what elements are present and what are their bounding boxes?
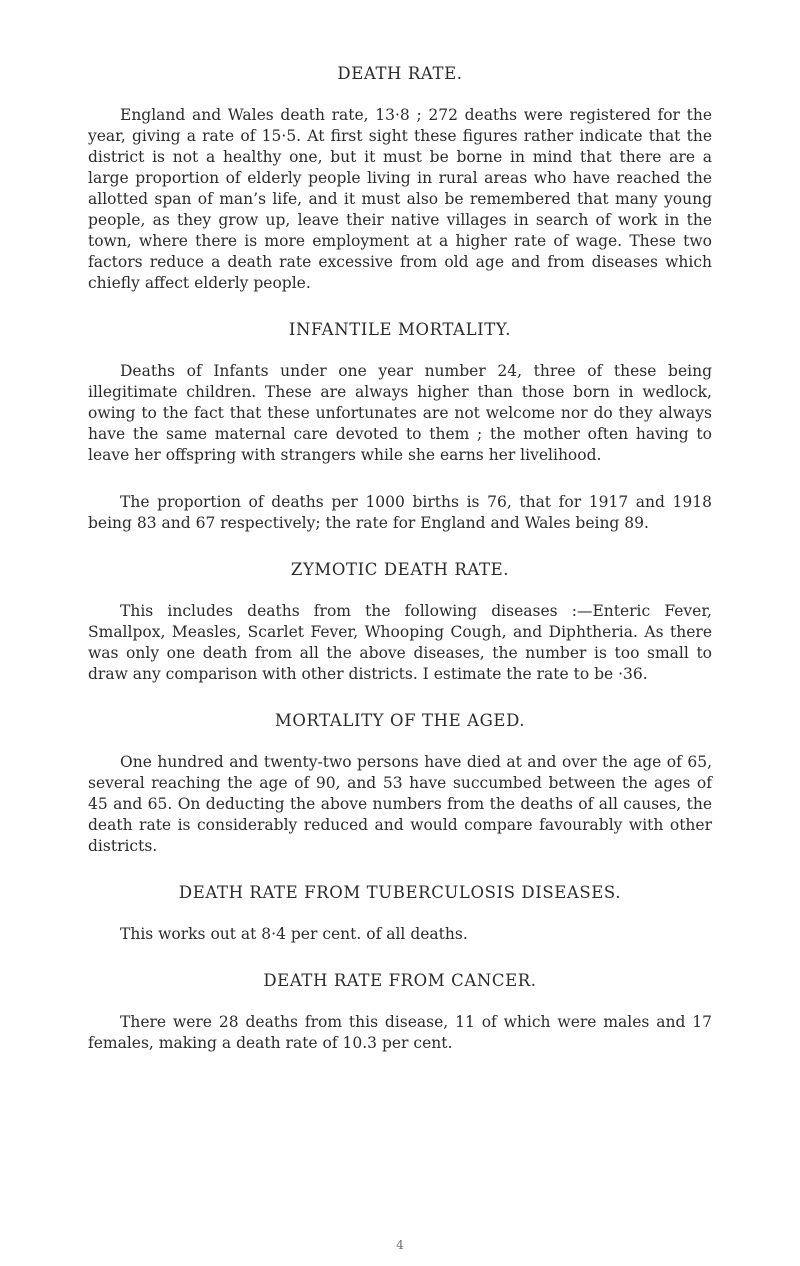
paragraph-cancer: There were 28 deaths from this disease, 11 of which were males and 17 females, making a death rate of 10.3 per cent. xyxy=(88,1013,712,1052)
paragraph-zymotic: This includes deaths from the following diseases :—Enteric Fever, Smallpox, Measles, Scarlet Fever, Whooping Cough, and Diphtheria. As there was only one death from all the above diseases, the number is too small to draw any comparison with other districts. I estimate the rate to be ·36. xyxy=(88,602,712,683)
section-cancer xyxy=(88,971,712,1054)
paragraph-death-rate: England and Wales death rate, 13·8 ; 272 deaths were registered for the year, giving a rate of 15·5. At first sight these figures rather indicate that the district is not a healthy one, but it must be borne in mind that there are a large proportion of elderly people living in rural areas who have reached the allotted span of man’s life, and it must also be remembered that many young people, as they grow up, leave their native villages in search of work in the town, where there is more employment at a higher rate of wage. These two factors reduce a death rate excessive from old age and from diseases which chiefly affect elderly people. xyxy=(88,106,712,292)
section-zymotic-death-rate xyxy=(88,560,712,685)
section-death-rate xyxy=(88,64,712,294)
paragraph-infant-rate: The proportion of deaths per 1000 births is 76, that for 1917 and 1918 being 83 and 67 respectively; the rate for England and Wales being 89. xyxy=(88,493,712,532)
heading-cancer: DEATH RATE FROM CANCER. xyxy=(263,971,537,990)
heading-tuberculosis: DEATH RATE FROM TUBERCULOSIS DISEASES. xyxy=(178,883,622,902)
section-mortality-aged xyxy=(88,711,712,857)
heading-mortality-aged: MORTALITY OF THE AGED. xyxy=(274,711,526,730)
section-tuberculosis xyxy=(88,883,712,945)
section-infantile-mortality xyxy=(88,320,712,534)
paragraph-infant-deaths: Deaths of Infants under one year number 24, three of these being illegitimate children. These are always higher than those born in wedlock, owing to the fact that these unfortunates are not welcome nor do they always have the same maternal care devoted to them ; the mother often having to leave her offspring with strangers while she earns her livelihood. xyxy=(88,362,712,464)
heading-zymotic-death-rate: ZYMOTIC DEATH RATE. xyxy=(290,560,510,579)
heading-death-rate: DEATH RATE. xyxy=(337,64,463,83)
heading-infantile-mortality: INFANTILE MORTALITY. xyxy=(288,320,512,339)
page-number: 4 xyxy=(396,1238,404,1252)
paragraph-mortality-aged: One hundred and twenty-two persons have died at and over the age of 65, several reaching the age of 90, and 53 have succumbed between the ages of 45 and 65. On deducting the above numbers from the deaths of all causes, the death rate is considerably reduced and would compare favourably with other districts. xyxy=(88,753,712,855)
paragraph-tuberculosis: This works out at 8·4 per cent. of all deaths. xyxy=(120,925,468,943)
